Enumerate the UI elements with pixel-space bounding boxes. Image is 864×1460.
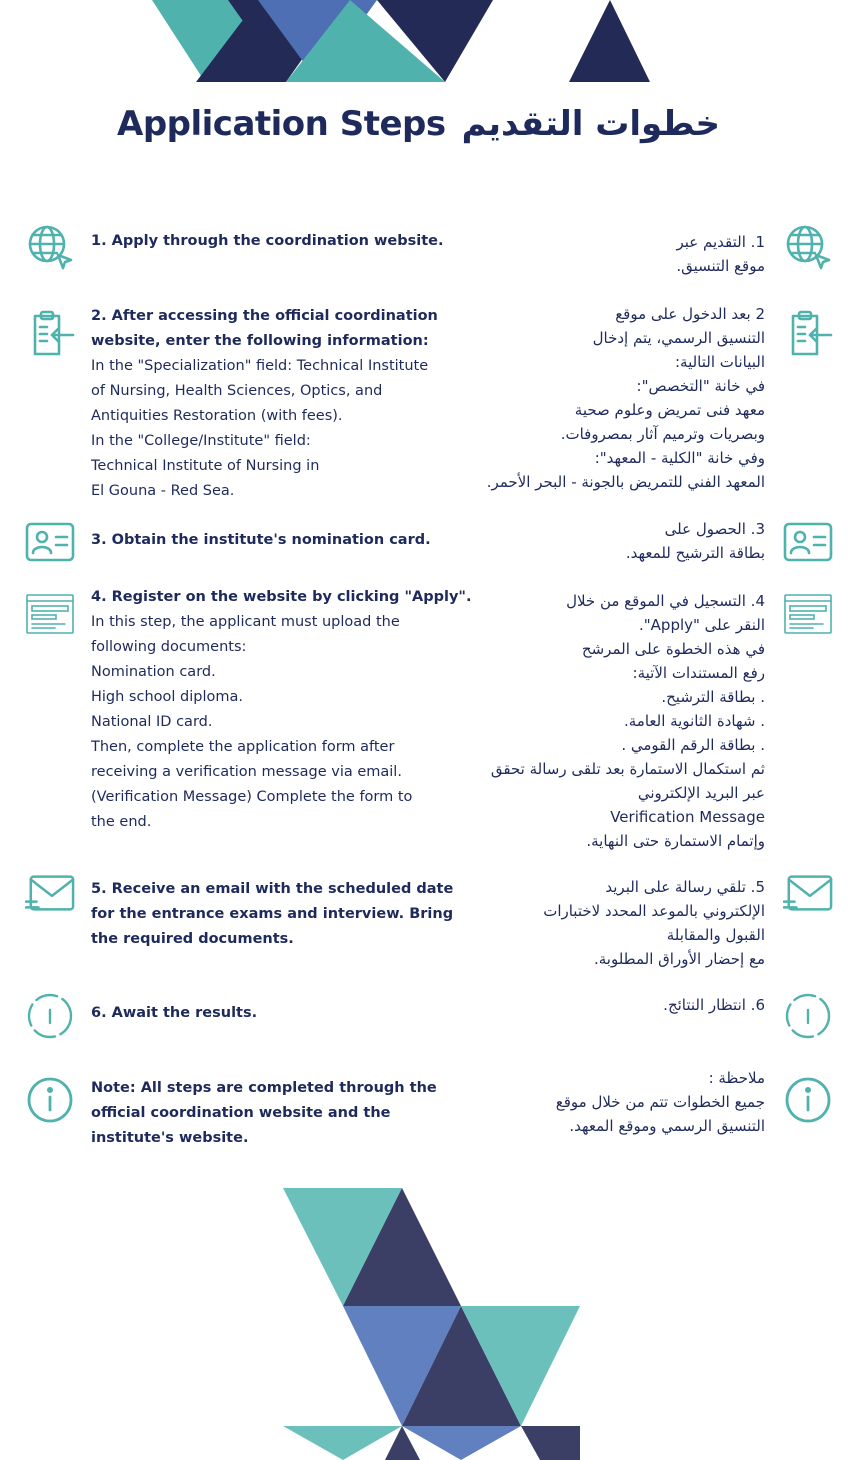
pending-icon (783, 991, 833, 1041)
pending-icon (25, 991, 75, 1041)
globe-icon (783, 222, 833, 272)
note-english: Note: All steps are completed through the official coordination website and the institute's website. (91, 1080, 437, 1146)
step-1-arabic: 1. التقديم عبر موقع التنسيق. (676, 233, 765, 275)
info-icon (783, 1075, 833, 1125)
step-3-english: 3. Obtain the institute's nomination card. (91, 532, 431, 548)
clipboard-icon (783, 310, 833, 360)
step-5-arabic: 5. تلقي رسالة على البريد الإلكتروني بالموعد المحدد لاختبارات القبول والمقابلة مع إحضار الأوراق المطلوبة. (543, 878, 765, 968)
step-6-arabic: 6. انتظار النتائج. (663, 996, 765, 1014)
id-card-icon (783, 517, 833, 567)
info-icon (25, 1075, 75, 1125)
step-6-english: 6. Await the results. (91, 1005, 258, 1021)
page-title-english: Application Steps (117, 104, 446, 144)
id-card-icon (25, 517, 75, 567)
step-4-arabic: 4. التسجيل في الموقع من خلال النقر على "Apply". في هذه الخطوة على المرشح رفع المستندات الآتية: . بطاقة الترشيح. . شهادة الثانوية العامة. . بطاقة الرقم القومي . ثم استكمال الاستمارة بعد تلقى رسالة تحقق عبر البريد الإلكتروني Verification Message وإتمام الاستمارة حتى النهاية. (490, 592, 765, 850)
web-form-icon (783, 589, 833, 639)
top-decoration (0, 0, 864, 82)
step-2-arabic: 2 بعد الدخول على موقع التنسيق الرسمي، يتم إدخال البيانات التالية: في خانة "التخصص": معهد فنى تمريض وعلوم صحية وبصريات وترميم آثار بمصروفات. وفي خانة "الكلية - المعهد": المعهد الفني للتمريض بالجونة - البحر الأحمر. (486, 305, 765, 491)
note-arabic: ملاحظة : جميع الخطوات تتم من خلال موقع التنسيق الرسمي وموقع المعهد. (555, 1069, 765, 1135)
bottom-decoration (0, 1186, 864, 1460)
globe-icon (25, 222, 75, 272)
step-4-english: 4. Register on the website by clicking "Apply". In this step, the applicant must upload the following documents: Nomination card. High school diploma. National ID card. Then, complete the application form after receiving a verification message via email. (Verification Message) Complete the form to the end. (91, 589, 472, 830)
clipboard-icon (25, 310, 75, 360)
web-form-icon (25, 589, 75, 639)
step-2-english: 2. After accessing the official coordination website, enter the following information: In the "Specialization" field: Technical Institute of Nursing, Health Sciences, Optics, and Antiquities Restoration (with fees). In the "College/Institute" field: Technical Institute of Nursing in El Gouna - Red Sea. (91, 308, 438, 499)
email-icon (25, 868, 75, 918)
step-1-english: 1. Apply through the coordination website. (91, 233, 444, 249)
step-3-arabic: 3. الحصول على بطاقة الترشيح للمعهد. (625, 520, 765, 562)
email-icon (783, 868, 833, 918)
page-title-arabic: خطوات التقديم (461, 104, 720, 144)
step-5-english: 5. Receive an email with the scheduled date for the entrance exams and interview. Bring the required documents. (91, 881, 454, 947)
